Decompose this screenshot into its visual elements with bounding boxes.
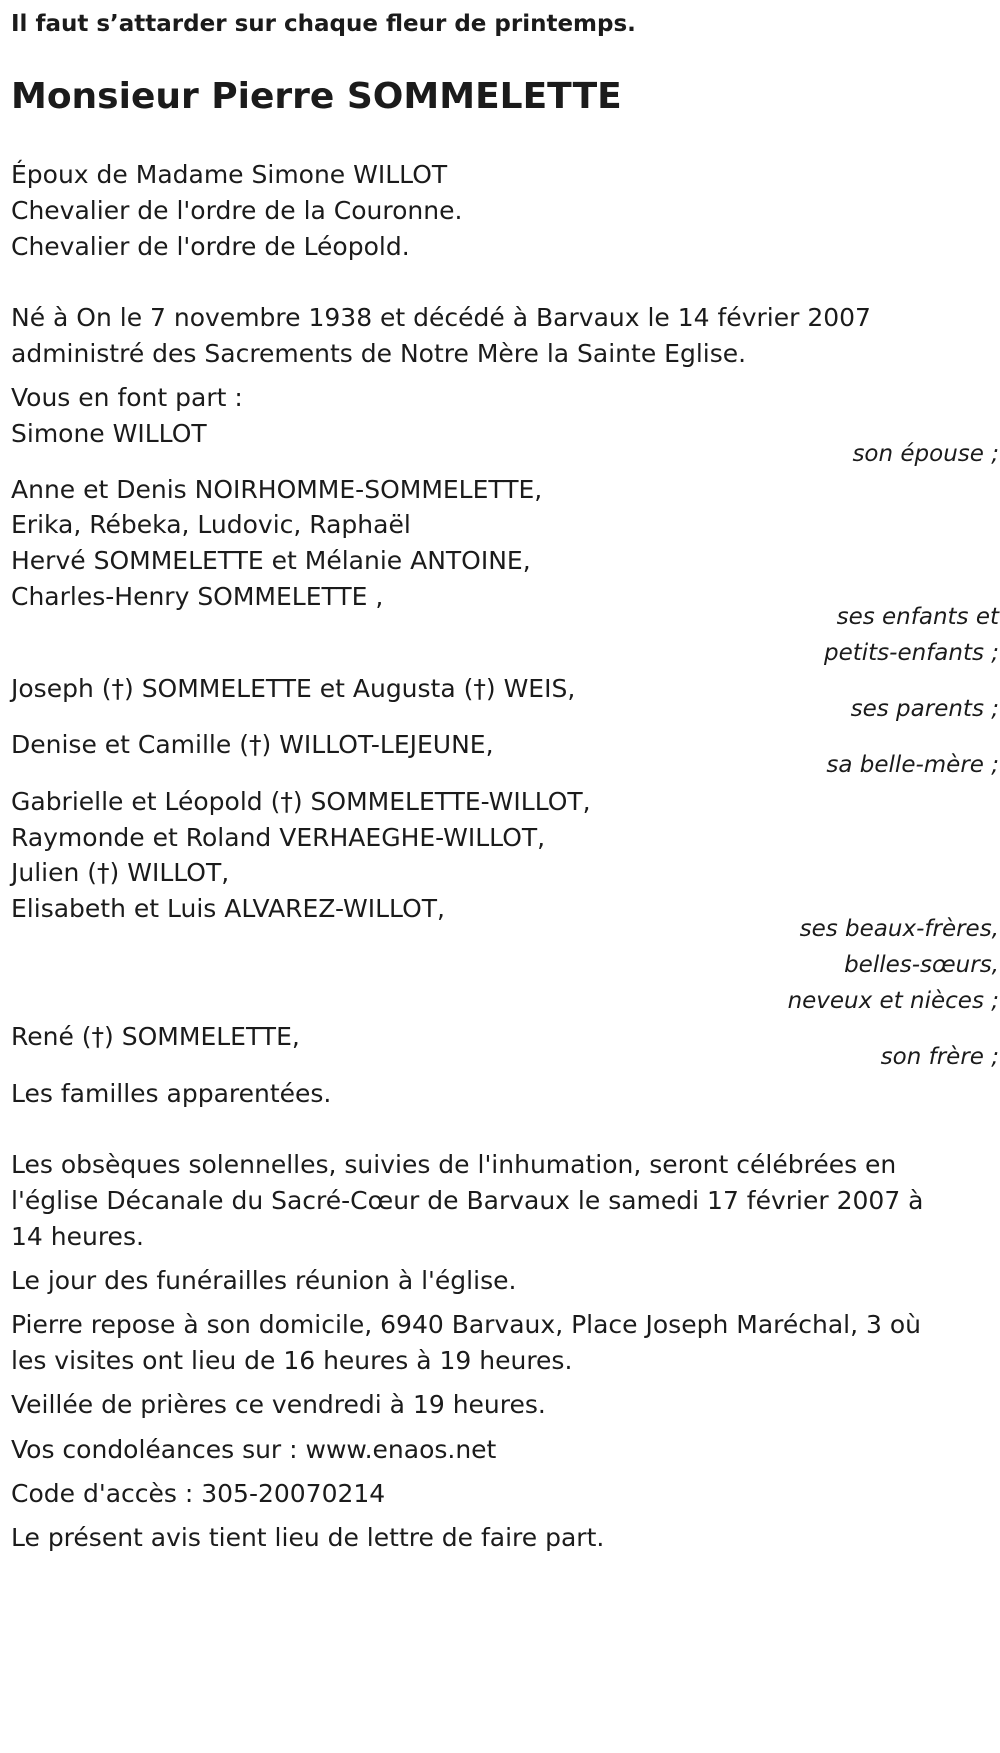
in-law-line: Elisabeth et Luis ALVAREZ-WILLOT, xyxy=(11,894,445,923)
in-law-line: Gabrielle et Léopold (†) SOMMELETTE-WILLOT, xyxy=(11,787,591,816)
spouse-relation: son épouse ; xyxy=(852,441,999,467)
in-laws-relation: neveux et nièces ; xyxy=(787,988,999,1014)
vigil-line: Veillée de prières ce vendredi à 19 heures. xyxy=(11,1390,546,1419)
funeral-line: l'église Décanale du Sacré-Cœur de Barvaux le samedi 17 février 2007 à xyxy=(11,1186,924,1215)
reunion-line: Le jour des funérailles réunion à l'église. xyxy=(11,1266,517,1295)
related-families: Les familles apparentées. xyxy=(11,1079,332,1108)
title-line: Chevalier de l'ordre de la Couronne. xyxy=(11,196,463,225)
children-relation: petits-enfants ; xyxy=(823,640,999,666)
child-line: Anne et Denis NOIRHOMME-SOMMELETTE, xyxy=(11,475,543,504)
closing-line: Le présent avis tient lieu de lettre de faire part. xyxy=(11,1523,605,1552)
repose-line: Pierre repose à son domicile, 6940 Barvaux, Place Joseph Maréchal, 3 où xyxy=(11,1310,921,1339)
funeral-line: Les obsèques solennelles, suivies de l'inhumation, seront célébrées en xyxy=(11,1150,897,1179)
child-line: Erika, Rébeka, Ludovic, Raphaël xyxy=(11,510,411,539)
child-line: Hervé SOMMELETTE et Mélanie ANTOINE, xyxy=(11,546,531,575)
birth-death-line: administré des Sacrements de Notre Mère la Sainte Eglise. xyxy=(11,339,747,368)
in-laws-relation: ses beaux-frères, xyxy=(799,916,999,942)
funeral-line: 14 heures. xyxy=(11,1222,144,1251)
brother-line: René (†) SOMMELETTE, xyxy=(11,1022,300,1051)
mother-in-law-relation: sa belle-mère ; xyxy=(826,752,999,778)
motto: Il faut s’attarder sur chaque fleur de printemps. xyxy=(11,11,636,37)
birth-death-line: Né à On le 7 novembre 1938 et décédé à Barvaux le 14 février 2007 xyxy=(11,303,871,332)
brother-relation: son frère ; xyxy=(880,1044,999,1070)
in-law-line: Julien (†) WILLOT, xyxy=(11,858,230,887)
in-laws-relation: belles-sœurs, xyxy=(844,952,999,978)
title-line: Époux de Madame Simone WILLOT xyxy=(11,160,448,189)
mother-in-law-line: Denise et Camille (†) WILLOT-LEJEUNE, xyxy=(11,730,494,759)
access-code-line: Code d'accès : 305-20070214 xyxy=(11,1479,386,1508)
parents-line: Joseph (†) SOMMELETTE et Augusta (†) WEIS, xyxy=(11,674,576,703)
child-line: Charles-Henry SOMMELETTE , xyxy=(11,582,384,611)
spouse-name: Simone WILLOT xyxy=(11,419,207,448)
parents-relation: ses parents ; xyxy=(850,696,999,722)
intro-line: Vous en font part : xyxy=(11,383,243,412)
deceased-name: Monsieur Pierre SOMMELETTE xyxy=(11,76,622,117)
title-line: Chevalier de l'ordre de Léopold. xyxy=(11,232,410,261)
repose-line: les visites ont lieu de 16 heures à 19 heures. xyxy=(11,1346,573,1375)
condolences-line: Vos condoléances sur : www.enaos.net xyxy=(11,1435,497,1464)
in-law-line: Raymonde et Roland VERHAEGHE-WILLOT, xyxy=(11,823,546,852)
children-relation: ses enfants et xyxy=(836,604,999,630)
